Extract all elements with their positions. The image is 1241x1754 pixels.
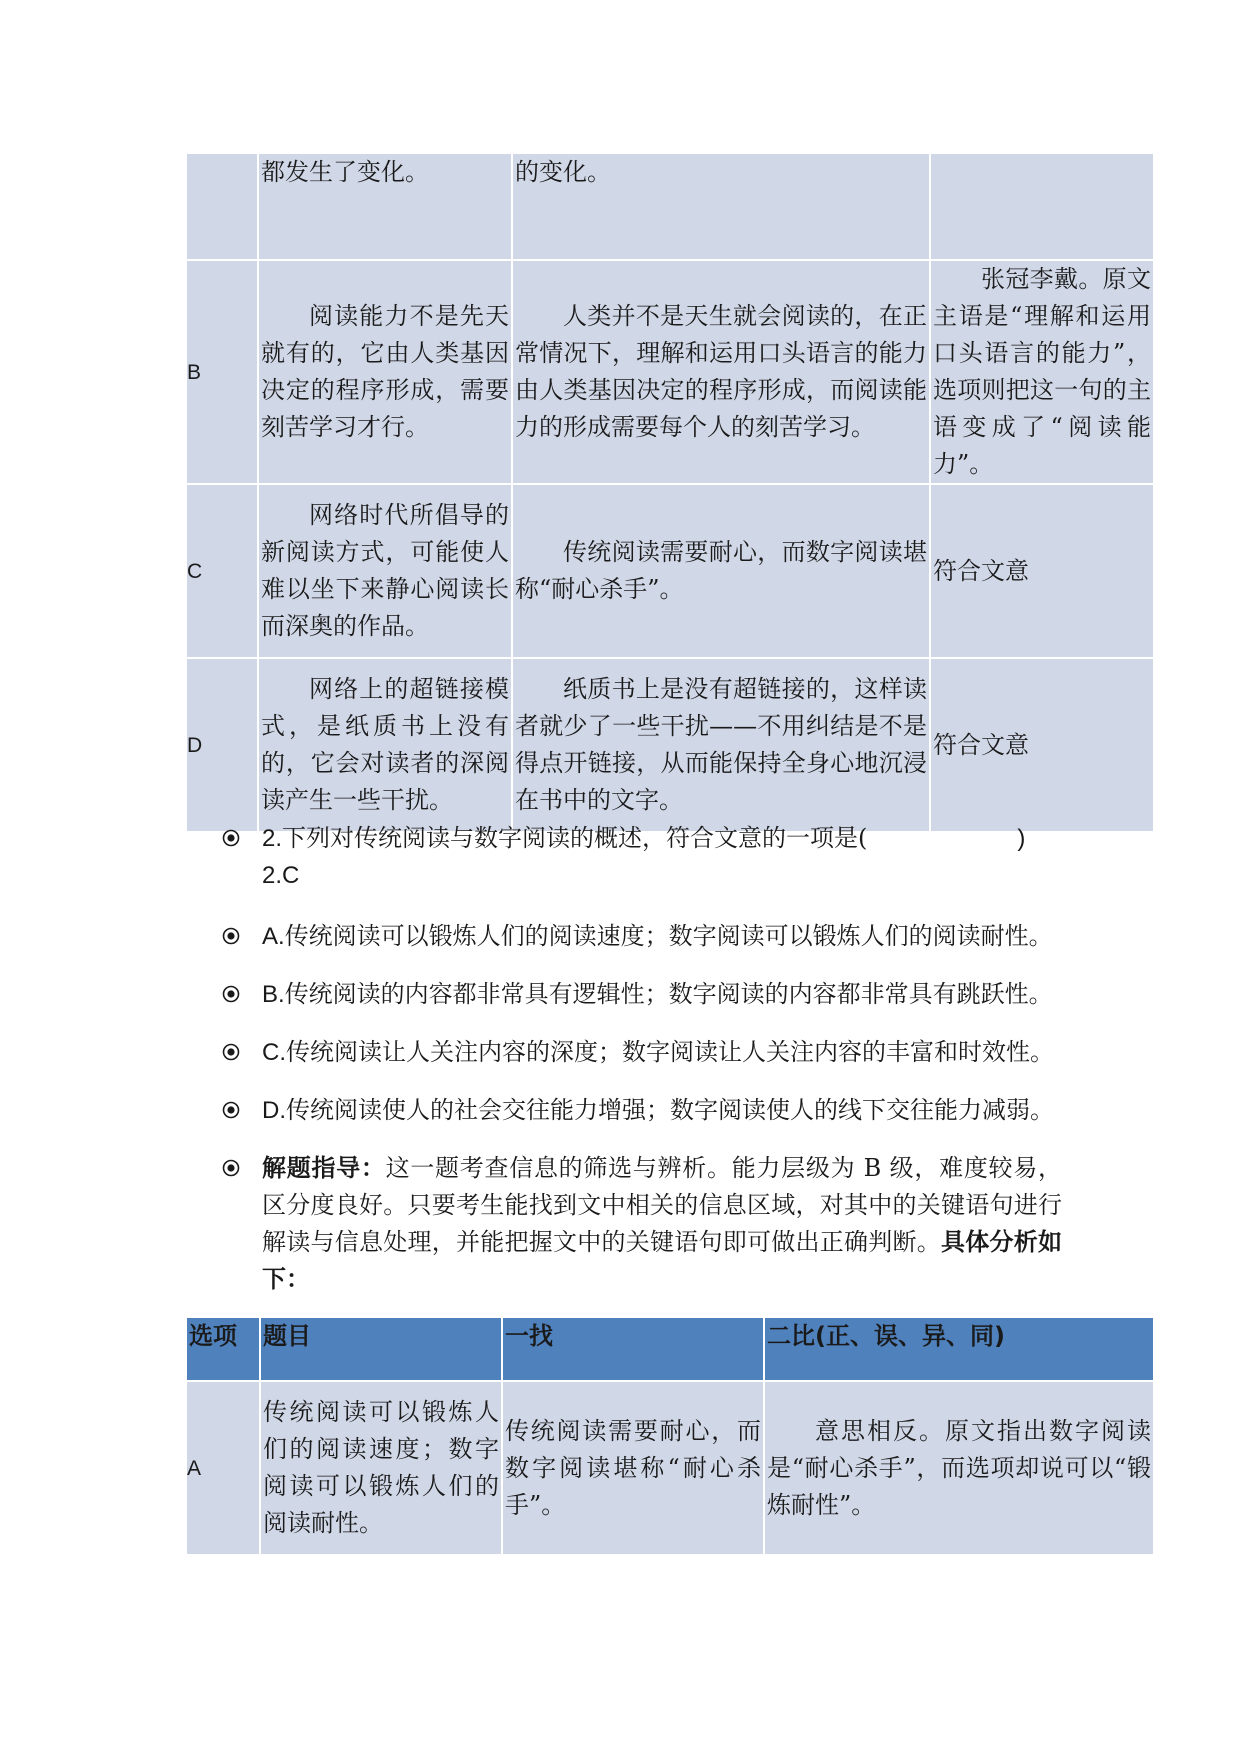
header-question: 题目 (260, 1317, 502, 1381)
target-bullet-icon (222, 1159, 240, 1177)
option-text: 阅读能力不是先天就有的，它由人类基因决定的程序形成，需要刻苦学习才行。 (258, 260, 512, 484)
find-text: 的变化。 (512, 153, 930, 260)
option-text: 传统阅读可以锻炼人们的阅读速度；数字阅读可以锻炼人们的阅读耐性。 (284, 922, 1053, 950)
table-row (186, 260, 1154, 484)
option-text: 都发生了变化。 (258, 153, 512, 260)
find-text: 传统阅读需要耐心，而数字阅读堪称“耐心杀手”。 (502, 1381, 764, 1555)
option-a (222, 918, 1062, 955)
table-row (186, 658, 1154, 832)
header-find: 一找 (502, 1317, 764, 1381)
option-text: 传统阅读让人关注内容的深度；数字阅读让人关注内容的丰富和时效性。 (286, 1038, 1054, 1066)
question-close-paren: ) (1017, 825, 1026, 852)
analysis-table (185, 1316, 1155, 1556)
find-text: 人类并不是天生就会阅读的，在正常情况下，理解和运用口头语言的能力由人类基因决定的程序形成，而阅读能力的形成需要每个人的刻苦学习。 (512, 260, 930, 484)
table-row (186, 153, 1154, 260)
table-row (186, 484, 1154, 658)
compare-text: 符合文意 (930, 658, 1154, 832)
option-c (222, 1034, 1062, 1071)
option-key: D. (262, 1097, 286, 1124)
answer-text: 2.C (262, 862, 300, 889)
guide-text: 这一题考查信息的筛选与辨析。能力层级为 B 级，难度较易，区分度良好。只要考生能找到文中相关的信息区域，对其中的关键语句进行解读与信息处理，并能把握文中的关键语句即可做出正确判断。 (262, 1154, 1062, 1256)
find-text: 传统阅读需要耐心，而数字阅读堪称“耐心杀手”。 (512, 484, 930, 658)
target-bullet-icon (222, 1043, 240, 1061)
row-label: A (186, 1381, 260, 1555)
compare-text: 张冠李戴。原文主语是“理解和运用口头语言的能力”，选项则把这一句的主语变成了“阅读能力”。 (930, 260, 1154, 484)
target-bullet-icon (222, 829, 240, 847)
guide-tail: 具体分析如下： (262, 1228, 1062, 1293)
option-text: 传统阅读使人的社会交往能力增强；数字阅读使人的线下交往能力减弱。 (286, 1096, 1054, 1124)
option-text: 网络时代所倡导的新阅读方式，可能使人难以坐下来静心阅读长而深奥的作品。 (258, 484, 512, 658)
question-stem (222, 820, 1062, 894)
table-row (186, 1381, 1154, 1555)
target-bullet-icon (222, 1101, 240, 1119)
question-text: 下列对传统阅读与数字阅读的概述，符合文意的一项是( (282, 824, 868, 852)
option-key: A. (262, 923, 285, 950)
option-text: 传统阅读可以锻炼人们的阅读速度；数字阅读可以锻炼人们的阅读耐性。 (260, 1381, 502, 1555)
header-compare: 二比(正、误、异、同) (764, 1317, 1154, 1381)
compare-text: 符合文意 (930, 484, 1154, 658)
find-text: 纸质书上是没有超链接的，这样读者就少了一些干扰——不用纠结是不是得点开链接，从而能保持全身心地沉浸在书中的文字。 (512, 658, 930, 832)
option-b (222, 976, 1062, 1013)
solution-guide (222, 1150, 1062, 1298)
option-d (222, 1092, 1062, 1129)
option-key: B. (262, 981, 285, 1008)
option-text: 传统阅读的内容都非常具有逻辑性；数字阅读的内容都非常具有跳跃性。 (284, 980, 1053, 1008)
question-number: 2. (262, 825, 283, 852)
guide-label: 解题指导： (262, 1154, 386, 1182)
row-label: C (186, 484, 258, 658)
compare-text (930, 153, 1154, 260)
table-header-row (186, 1317, 1154, 1381)
option-text: 网络上的超链接模式，是纸质书上没有的，它会对读者的深阅读产生一些干扰。 (258, 658, 512, 832)
comparison-table-continued (185, 152, 1155, 833)
header-option: 选项 (186, 1317, 260, 1381)
target-bullet-icon (222, 985, 240, 1003)
option-key: C. (262, 1039, 286, 1066)
target-bullet-icon (222, 927, 240, 945)
row-label: D (186, 658, 258, 832)
compare-text: 意思相反。原文指出数字阅读是“耐心杀手”，而选项却说可以“锻炼耐性”。 (764, 1381, 1154, 1555)
row-label: B (186, 260, 258, 484)
row-label (186, 153, 258, 260)
